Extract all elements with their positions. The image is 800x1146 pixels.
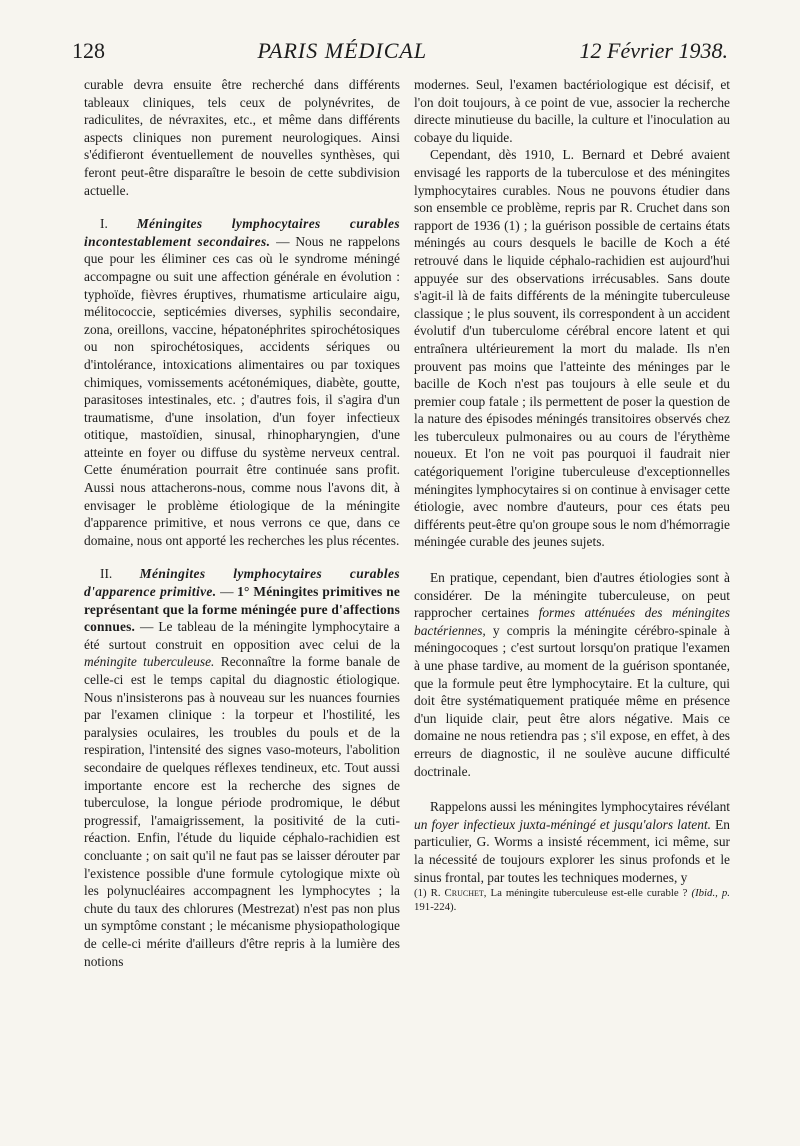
p4-text-a: Rappelons aussi les méningites lymphocytaires révélant (430, 799, 730, 815)
footnote-author: R. Cruchet, (430, 887, 487, 900)
paragraph-rappelons (414, 798, 730, 886)
left-column (84, 76, 400, 970)
section-1-title: Méningites lymphocytaires curables incontestablement secondaires. (84, 216, 400, 249)
p3-text-a: En pratique, cependant, bien d'autres étiologies sont à considérer. De la méningite tuberculeuse, on peut rapprocher certaines (414, 570, 730, 621)
p3-text-b: y compris la méningite cérébro-spinale à méningocoques ; c'est surtout lorsqu'on pratique l'examen à une phase tardive, au moment de la guérison spontanée, que la formule peut être lymphocytaire. Et la culture, qui doit être systématiquement pratiquée même en présence d'un liquide clair, peut être alors négative. Mais ce domaine ne nous retiendra pas ; s'il expose, en effet, à des erreurs de diagnostic, il ne soulève aucune difficulté doctrinale. (414, 622, 730, 779)
p4-text-b: En particulier, G. Worms a insisté récemment, ici même, sur la nécessité de toujours explorer les sinus profonds et le sinus frontal, par toutes les techniques modernes, y (414, 816, 730, 885)
footnote-ibid: (Ibid., p. (691, 887, 730, 900)
footnote (414, 886, 730, 914)
section-2-text-b: Reconnaître la forme banale de celle-ci est le temps capital du diagnostic étiologique. Nous n'insisterons pas à nouveau sur les nuances fournies par l'examen clinique : la torpeur et l'hostilité, les paralysies oculaires, les troubles du pouls et de la respiration, l'intensité des signes vaso-moteurs, l'abolition secondaire de quelques réflexes tendineux, etc. Tout aussi importante encore est la recherche des signes de tuberculose, la longue période prodromique, le début progressif, l'amaigrissement, la positivité de la cuti-réaction. Enfin, l'étude du liquide céphalo-rachidien est concluante ; on sait qu'il ne faut pas se laisser dérouter par l'existence possible d'une formule cytologique mixte où les polynucléaires accompagnent les lymphocytes ; la chute du taux des chlorures (Mestrezat) n'est pas non plus un symptôme constant ; le mécanisme physiopathologique de celle-ci mérite d'ailleurs d'être repris à la lumière des notions (84, 654, 401, 969)
section-2-emphasis: méningite tuberculeuse. (84, 654, 215, 670)
section-2-dash: — (216, 584, 238, 600)
section-2-number: II. (100, 566, 113, 582)
section-2 (84, 565, 400, 970)
paragraph-en-pratique (414, 569, 730, 780)
p3-emphasis: formes atténuées des méningites bactériennes, (414, 605, 730, 638)
section-1-number: I. (100, 216, 108, 232)
footnote-title: La méningite tuberculeuse est-elle curable ? (486, 887, 692, 900)
section-1 (84, 215, 400, 549)
section-2-text-a: — Le tableau de la méningite lymphocytaire a été surtout construit en opposition avec celui de la (84, 619, 400, 652)
right-column (414, 76, 730, 914)
paragraph-modernes: modernes. Seul, l'examen bactériologique est décisif, et l'on doit toujours, à ce point de vue, associer la recherche directe minutieuse du bacille, la culture et l'inoculation au cobaye du liquide. (414, 77, 730, 145)
paragraph-cependant: Cependant, dès 1910, L. Bernard et Debré avaient envisagé les rapports de la tuberculose et des méningites lymphocytaires curables. Nous ne pouvons étudier dans son ensemble ce problème, repris par R. Cruchet dans son rapport de 1936 (1) ; la guérison possible de certains états méningés au cours desquels le bacille de Koch a été retrouvé dans le liquide céphalo-rachidien est aujourd'hui appuyée sur des observations irrécusables. Sans doute s'agit-il là de faits différents de la méningite tuberculeuse classique ; le plus souvent, ils correspondent à un accident évolutif d'un tuberculome cérébral encore latent et qui entraînera ultérieurement la mort du malade. Ils n'en prouvent pas moins que l'atteinte des méninges par le bacille de Koch n'est pas toujours à elle seule et du premier coup fatale ; ils permettent de poser la question de la nature des épisodes méningés transitoires observés chez les tuberculeux pulmonaires ou au cours de l'érythème noueux. Et l'on ne voit pas pourquoi il faudrait nier catégoriquement l'origine tuberculeuse d'exceptionnelles méningites lymphocytaires si on continue à envisager cette étiologie, avec nombre d'auteurs, pour ces états peu différents peut-être qu'on groupe sous le nom d'hémorragie méningée curable des jeunes sujets. (414, 147, 730, 550)
page-number: 128 (72, 38, 105, 63)
journal-title: PARIS MÉDICAL (257, 38, 428, 63)
p4-emphasis: un foyer infectieux juxta-méningé et jusqu'alors latent. (414, 816, 712, 832)
section-1-text: — Nous ne rappelons que pour les éliminer ces cas où le syndrome méningé accompagne ou suit une affection générale en évolution : typhoïde, fièvres éruptives, rhumatisme articulaire aigu, mélitococcie, septicémies diverses, syphilis secondaire, zona, oreillons, vaccine, hépatonéphrites spirochétosiques ou non spirochétosiques, accidents sériques ou d'intolérance, intoxications alimentaires ou par toxiques chimiques, vomissements acétonémiques, diabète, goutte, parasitoses intestinales, etc. ; d'autres fois, il s'agira d'un traumatisme, d'une insolation, d'un foyer infectieux otitique, mastoïdien, sinusal, rhinopharyngien, d'une atteinte en foyer ou diffuse du système nerveux central. Cette énumération pourrait être continuée sans profit. Aussi nous attacherons-nous, comme nous l'avons dit, à envisager le problème étiologique de la méningite d'apparence primitive, et nous verrons ce que, dans ce domaine, nous ont apporté les recherches les plus récentes. (84, 233, 400, 548)
section-2-title: Méningites lymphocytaires curables d'apparence primitive. (84, 566, 400, 600)
paragraph-intro: curable devra ensuite être recherché dans différents tableaux cliniques, tels ceux de polynévrites, de radiculites, de névraxites, etc., et même dans différents aspects cliniques non purement neurologiques. Ainsi s'édifieront éventuellement de nouvelles synthèses, qui feront peut-être disparaître le besoin de cette subdivision actuelle. (84, 77, 400, 198)
issue-date: 12 Février 1938. (579, 38, 728, 63)
page-header (72, 38, 728, 68)
footnote-pages: 191-224). (414, 901, 457, 914)
section-2-subtitle: 1° Méningites primitives ne représentant que la forme méningée pure d'affections connues. (84, 584, 400, 635)
footnote-marker: (1) (414, 887, 431, 900)
